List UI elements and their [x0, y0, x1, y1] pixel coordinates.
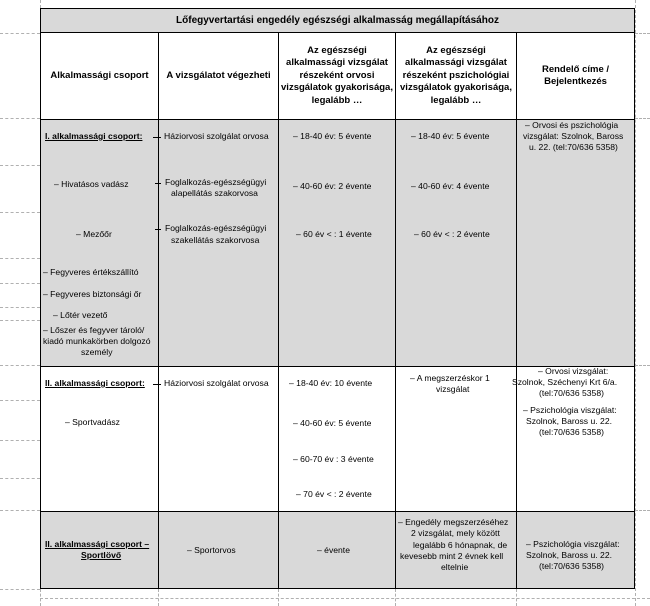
group1-medical: – 60 év < : 1 évente [296, 229, 372, 239]
group1-psych: – 60 év < : 2 évente [414, 229, 490, 239]
group2-medical: – 60-70 év : 3 évente [293, 454, 374, 464]
group3-performer: – Sportorvos [187, 545, 236, 555]
group2-title: II. alkalmassági csoport: [45, 378, 145, 388]
group1-performer: Háziorvosi szolgálat orvosa [164, 131, 269, 141]
group1-medical: – 40-60 év: 2 évente [293, 181, 372, 191]
group3-psych: legalább 6 hónapnak, de [413, 540, 508, 550]
header-performer: A vizsgálatot végezheti [166, 69, 271, 81]
group3-psych: kevesebb mint 2 évnek kell [400, 551, 504, 561]
group3-title: II. alkalmassági csoport – [45, 539, 150, 549]
group1-member: – Lőszer és fegyver tároló/ [43, 325, 145, 335]
group1-psych: – 18-40 év: 5 évente [411, 131, 490, 141]
group3-address: Szolnok, Baross u. 22. [526, 550, 612, 560]
table-title: Lőfegyvertartási engedély egészségi alkalmasság megállapításához [41, 9, 634, 33]
group2-address: (tel:70/636 5358) [539, 388, 604, 398]
group2-member: – Sportvadász [65, 417, 120, 427]
group2-address: – Orvosi vizsgálat: [538, 366, 609, 376]
group1-performer: Foglalkozás-egészségügyi [165, 177, 267, 187]
group1-performer: alapellátás szakorvosa [171, 188, 258, 198]
header-group: Alkalmassági csoport [50, 69, 149, 81]
group3-address: (tel:70/636 5358) [539, 561, 604, 571]
group1-address: u. 22. (tel:70/636 5358) [529, 142, 618, 152]
group1-member: – Fegyveres értékszállító [43, 267, 139, 277]
header-address: Rendelő címe / Bejelentkezés [541, 63, 610, 87]
group2-address: Szolnok, Széchenyi Krt 6/a. [512, 377, 618, 387]
group3-subtitle: Sportlövő [81, 550, 122, 560]
group3-psych: 2 vizsgálat, mely között [411, 528, 500, 538]
group2-medical: – 40-60 év: 5 évente [293, 418, 372, 428]
group3-medical: – évente [317, 545, 350, 555]
group1-medical: – 18-40 év: 5 évente [293, 131, 372, 141]
group1-member: – Hivatásos vadász [54, 179, 129, 189]
group1-performer: szakellátás szakorvosa [171, 235, 260, 245]
group1-member: – Lőtér vezető [53, 310, 108, 320]
group1-performer: Foglalkozás-egészségügyi [165, 223, 267, 233]
group1-member: – Mezőőr [76, 229, 112, 239]
group1-title: I. alkalmassági csoport: [45, 131, 143, 141]
group2-medical: – 70 év < : 2 évente [296, 489, 372, 499]
group3-psych: eltelnie [441, 562, 469, 572]
header-psych: Az egészségi alkalmassági vizsgálat részeként pszichológiai vizsgálatok gyakorisága, legalább … [400, 44, 512, 106]
group1-member: – Fegyveres biztonsági őr [43, 289, 142, 299]
group3-address: – Pszichológia viszgálat: [526, 539, 620, 549]
group3-psych: – Engedély megszerzéséhez [398, 517, 509, 527]
group2-address: – Pszichológia viszgálat: [523, 405, 617, 415]
header-medical: Az egészségi alkalmassági vizsgálat részeként orvosi vizsgálatok gyakorisága, legalább … [281, 44, 393, 106]
group2-psych: vizsgálat [436, 384, 470, 394]
group2-medical: – 18-40 év: 10 évente [289, 378, 373, 388]
group1-psych: – 40-60 év: 4 évente [411, 181, 490, 191]
group2-psych: – A megszerzéskor 1 [410, 373, 490, 383]
group1-member: személy [81, 347, 113, 357]
group2-address: Szolnok, Baross u. 22. [526, 416, 612, 426]
group2-performer: Háziorvosi szolgálat orvosa [164, 378, 269, 388]
group1-address: vizsgálat: Szolnok, Baross [523, 131, 624, 141]
group1-address: – Orvosi és pszichológia [525, 120, 619, 130]
eligibility-table [40, 8, 635, 589]
group2-address: (tel:70/636 5358) [539, 427, 604, 437]
group1-member: kiadó munkakörben dolgozó [43, 336, 151, 346]
